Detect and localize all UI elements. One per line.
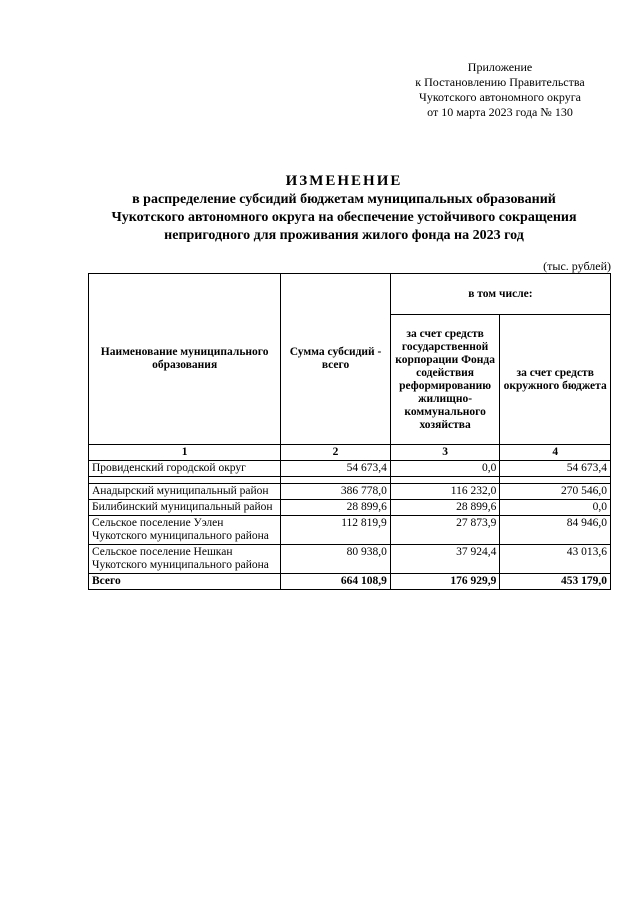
total-name: Всего <box>89 574 281 590</box>
header-name: Наименование муниципального образования <box>89 274 281 445</box>
title-main: ИЗМЕНЕНИЕ <box>285 173 403 189</box>
header-fund: за счет средств государственной корпорации Фонда содействия реформированию жилищно-коммунального хозяйства <box>390 315 500 445</box>
row-fund: 27 873,9 <box>390 516 500 545</box>
total-okrug: 453 179,0 <box>500 574 611 590</box>
table-row <box>89 484 611 500</box>
appendix-line: к Постановлению Правительства <box>415 75 585 89</box>
row-total: 386 778,0 <box>281 484 391 500</box>
col-number: 2 <box>281 445 391 461</box>
row-fund: 28 899,6 <box>390 500 500 516</box>
row-name: Сельское поселение Нешкан Чукотского муниципального района <box>89 545 281 574</box>
col-number: 1 <box>89 445 281 461</box>
header-total: Сумма субсидий - всего <box>281 274 391 445</box>
units-label: (тыс. рублей) <box>543 259 611 273</box>
row-okrug: 270 546,0 <box>500 484 611 500</box>
row-total: 80 938,0 <box>281 545 391 574</box>
subsidy-table <box>88 273 611 590</box>
total-fund: 176 929,9 <box>390 574 500 590</box>
row-fund: 116 232,0 <box>390 484 500 500</box>
row-name: Анадырский муниципальный район <box>89 484 281 500</box>
row-total: 28 899,6 <box>281 500 391 516</box>
table-row <box>89 500 611 516</box>
row-name: Сельское поселение Уэлен Чукотского муниципального района <box>89 516 281 545</box>
row-fund: 0,0 <box>390 461 500 477</box>
total-sum: 664 108,9 <box>281 574 391 590</box>
col-number: 4 <box>500 445 611 461</box>
row-total: 54 673,4 <box>281 461 391 477</box>
title-line: Чукотского автономного округа на обеспечение устойчивого сокращения <box>111 210 577 225</box>
row-total: 112 819,9 <box>281 516 391 545</box>
col-number: 3 <box>390 445 500 461</box>
appendix-line: Чукотского автономного округа <box>419 90 581 104</box>
row-fund: 37 924,4 <box>390 545 500 574</box>
appendix-note <box>400 60 600 120</box>
row-okrug: 54 673,4 <box>500 461 611 477</box>
table-row <box>89 461 611 477</box>
document-title <box>88 172 600 245</box>
title-line: в распределение субсидий бюджетам муниципальных образований <box>132 192 556 207</box>
row-name: Билибинский муниципальный район <box>89 500 281 516</box>
row-okrug: 0,0 <box>500 500 611 516</box>
row-name: Провиденский городской округ <box>89 461 281 477</box>
table-row <box>89 545 611 574</box>
row-spacer <box>89 477 611 484</box>
total-row <box>89 574 611 590</box>
header-okrug: за счет средств окружного бюджета <box>500 315 611 445</box>
row-okrug: 43 013,6 <box>500 545 611 574</box>
title-line: непригодного для проживания жилого фонда на 2023 год <box>164 228 524 243</box>
header-including: в том числе: <box>390 274 610 315</box>
row-okrug: 84 946,0 <box>500 516 611 545</box>
appendix-line: Приложение <box>467 60 533 74</box>
appendix-date-line: от 10 марта 2023 года № 130 <box>427 105 573 119</box>
table-row <box>89 516 611 545</box>
